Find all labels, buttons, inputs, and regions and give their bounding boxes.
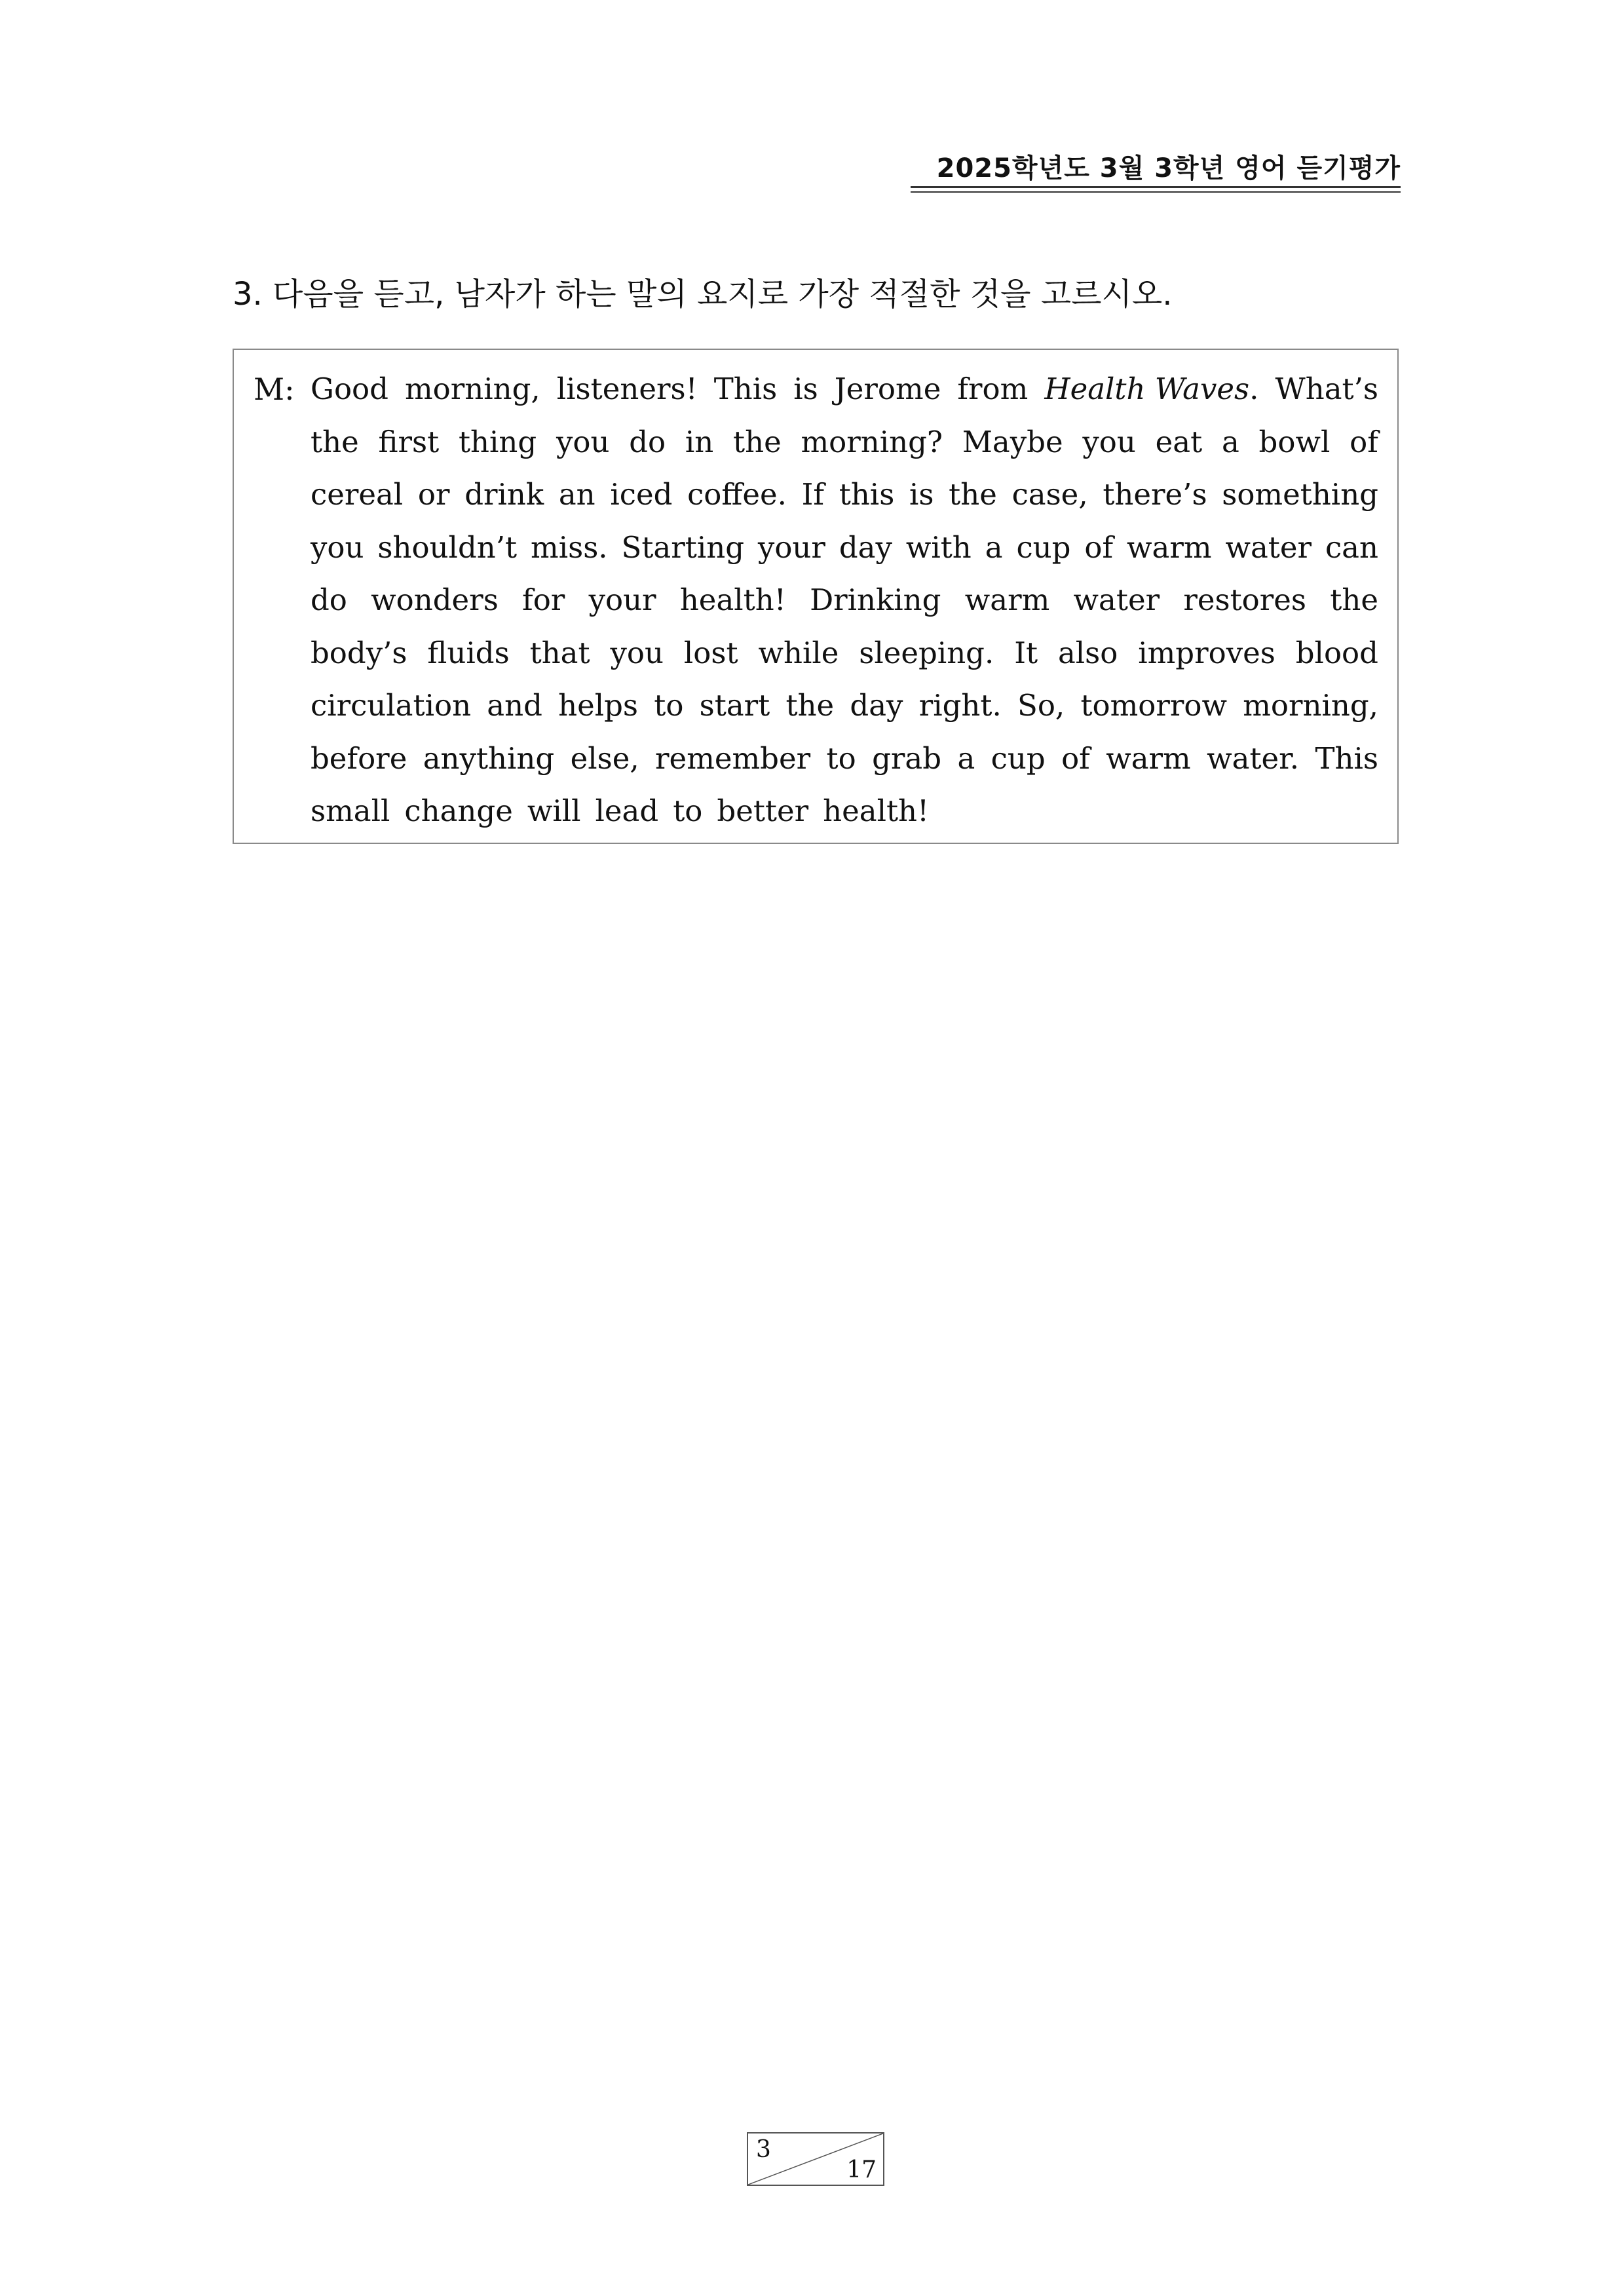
script-word: fluids bbox=[427, 635, 510, 670]
script-word: water bbox=[1225, 529, 1312, 565]
script-word: and bbox=[487, 688, 542, 723]
script-word: first bbox=[378, 424, 440, 459]
page-total: 17 bbox=[846, 2156, 877, 2183]
script-word: shouldn’t bbox=[377, 529, 518, 565]
script-line bbox=[311, 627, 1378, 680]
script-line bbox=[311, 785, 1378, 838]
script-word: cereal bbox=[311, 477, 404, 512]
script-word: in bbox=[685, 424, 714, 459]
script-word: or bbox=[417, 477, 450, 512]
script-word: do bbox=[311, 583, 347, 617]
script-word: cup bbox=[1016, 529, 1071, 565]
script-word: is bbox=[909, 477, 934, 512]
script-word: case, bbox=[1011, 477, 1088, 512]
script-word: there’s bbox=[1103, 477, 1207, 512]
script-word: blood bbox=[1295, 635, 1378, 670]
script-word: this bbox=[839, 477, 895, 512]
script-word: If bbox=[801, 477, 825, 512]
script-word: remember bbox=[655, 740, 811, 776]
script-word: listeners! bbox=[556, 372, 698, 406]
script-word: an bbox=[558, 477, 595, 512]
script-word: Jerome bbox=[834, 372, 941, 406]
script-word: sleeping. bbox=[859, 635, 994, 670]
script-word: the bbox=[785, 688, 835, 723]
script-word: from bbox=[957, 372, 1029, 406]
script-word: drink bbox=[464, 477, 544, 512]
punctuation: . bbox=[1249, 372, 1259, 406]
script-word: of bbox=[1061, 740, 1090, 776]
script-word: right. bbox=[918, 688, 1002, 723]
script-word: water. bbox=[1207, 740, 1300, 776]
script-word: while bbox=[758, 635, 839, 670]
script-word: Starting bbox=[621, 529, 745, 565]
script-word: It bbox=[1014, 635, 1038, 670]
script-word: grab bbox=[872, 740, 942, 776]
script-word: restores bbox=[1183, 583, 1306, 617]
script-line bbox=[311, 363, 1378, 416]
script-word: to bbox=[673, 794, 703, 828]
script-word: you bbox=[1082, 424, 1136, 459]
script-word: Drinking bbox=[810, 583, 941, 617]
script-word: Good bbox=[311, 372, 388, 406]
script-word: you bbox=[311, 529, 364, 565]
script-word: health! bbox=[823, 794, 930, 828]
script-word: before bbox=[311, 740, 407, 776]
script-word: Maybe bbox=[962, 424, 1063, 459]
script-line bbox=[311, 679, 1378, 733]
script-word: cup bbox=[991, 740, 1046, 776]
script-word: a bbox=[985, 529, 1003, 565]
script-word: This bbox=[1315, 740, 1378, 776]
script-word: thing bbox=[458, 424, 537, 459]
listening-script-box bbox=[233, 349, 1399, 844]
script-word: lead bbox=[595, 794, 659, 828]
script-word: you bbox=[556, 424, 610, 459]
speaker-label: M: bbox=[254, 372, 295, 407]
script-word: of bbox=[1350, 424, 1378, 459]
page-current: 3 bbox=[756, 2136, 771, 2163]
script-word: to bbox=[654, 688, 684, 723]
script-word: the bbox=[311, 424, 359, 459]
script-word: So, bbox=[1017, 688, 1065, 723]
script-word: This bbox=[713, 372, 778, 406]
script-word: will bbox=[527, 794, 581, 828]
script-word: you bbox=[610, 635, 664, 670]
script-word: tomorrow bbox=[1080, 688, 1228, 723]
script-line bbox=[311, 733, 1378, 786]
script-word: eat bbox=[1155, 424, 1203, 459]
script-word: day bbox=[850, 688, 903, 723]
script-word: anything bbox=[423, 740, 555, 776]
script-word: bowl bbox=[1258, 424, 1331, 459]
script-word: coffee. bbox=[687, 477, 787, 512]
script-word: small bbox=[311, 794, 390, 828]
script-word: a bbox=[957, 740, 975, 776]
script-word: morning, bbox=[404, 372, 540, 406]
script-word: wonders bbox=[371, 583, 499, 617]
script-word: circulation bbox=[311, 688, 472, 723]
script-line bbox=[311, 469, 1378, 522]
script-word: your bbox=[757, 529, 825, 565]
page-number-box bbox=[747, 2132, 884, 2186]
script-word bbox=[1044, 363, 1258, 416]
script-word: a bbox=[1221, 424, 1239, 459]
script-word: iced bbox=[610, 477, 673, 512]
script-word: day bbox=[839, 529, 892, 565]
program-title: Health Waves bbox=[1044, 372, 1250, 406]
script-word: of bbox=[1084, 529, 1114, 565]
script-word: do bbox=[629, 424, 666, 459]
script-word: warm bbox=[964, 583, 1050, 617]
script-word: the bbox=[949, 477, 997, 512]
script-word: health! bbox=[679, 583, 786, 617]
header-rule-bottom bbox=[911, 191, 1401, 193]
exam-header-title: 2025학년도 3월 3학년 영어 듣기평가 bbox=[936, 153, 1401, 183]
script-word: warm bbox=[1106, 740, 1191, 776]
script-word: with bbox=[905, 529, 972, 565]
script-line bbox=[311, 574, 1378, 627]
script-word: also bbox=[1057, 635, 1118, 670]
script-word: warm bbox=[1127, 529, 1212, 565]
script-word: What’s bbox=[1275, 372, 1378, 406]
script-word: is bbox=[793, 372, 818, 406]
script-line bbox=[311, 416, 1378, 469]
header-rule-top bbox=[911, 186, 1401, 188]
script-word: can bbox=[1325, 529, 1378, 565]
script-word: miss. bbox=[531, 529, 608, 565]
script-word: the bbox=[733, 424, 782, 459]
script-word: morning? bbox=[801, 424, 943, 459]
script-word: to bbox=[826, 740, 856, 776]
script-word: body’s bbox=[311, 635, 407, 670]
script-word: morning, bbox=[1243, 688, 1378, 723]
question-prompt: 3. 다음을 듣고, 남자가 하는 말의 요지로 가장 적절한 것을 고르시오. bbox=[233, 276, 1173, 313]
script-word: for bbox=[522, 583, 565, 617]
script-word: change bbox=[404, 794, 513, 828]
script-word: something bbox=[1222, 477, 1378, 512]
script-word: improves bbox=[1138, 635, 1275, 670]
script-word: else, bbox=[570, 740, 639, 776]
script-word: water bbox=[1073, 583, 1160, 617]
script-word: that bbox=[529, 635, 590, 670]
script-word: start bbox=[699, 688, 770, 723]
script-word: lost bbox=[683, 635, 738, 670]
script-line bbox=[311, 522, 1378, 575]
script-word: the bbox=[1330, 583, 1378, 617]
script-word: your bbox=[588, 583, 656, 617]
script-word: helps bbox=[558, 688, 639, 723]
script-word: better bbox=[717, 794, 809, 828]
